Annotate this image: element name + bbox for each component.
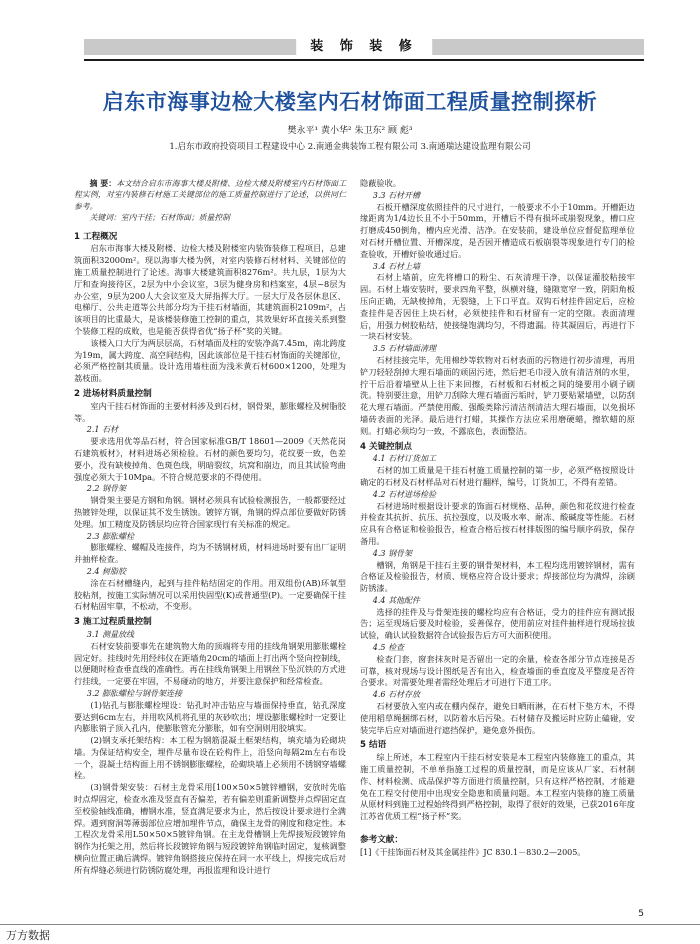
- subsection-heading: 2.4 树脂胶: [86, 566, 127, 576]
- subsection-heading: 4.1 石材订货加工: [372, 454, 437, 464]
- subsection-heading: 4.4 其他配件: [372, 595, 421, 605]
- abstract-text: 本文结合启东市海事大楼及附楼、边检大楼及附楼室内石材饰面工程实例，对室内装修石材施工关键部位的施工质量控制进行了论述，以供同仁参考。: [74, 179, 347, 211]
- keywords: [74, 212, 346, 223]
- section-heading: 4 关键控制点: [360, 441, 412, 452]
- subsection-heading: 4.3 钢骨架: [372, 548, 413, 558]
- paragraph: 隐蔽验收。: [360, 178, 401, 188]
- subsection-heading: 3.1 测量放线: [86, 629, 135, 639]
- paragraph: 石材上墙前，应先将槽口的粉尘、石灰清理干净，以保证灌胶粘接牢固。石材上墙安装时，要求四角平整，纵横对缝，缝隙宽窄一致，阴阳角板压向正确，无缺棱掉角，无裂缝，上下口平直。双钩石材挂件固定后，应检查挂件是否因住上块石材，必须使挂件和石材留有一定的空隙。表面清理后，用强力树胶粘结，使接缝饱满均匀，不得遗漏。待其凝固后，再进行下一块石材安装。: [360, 272, 635, 342]
- source-label: 万方数据: [6, 929, 50, 942]
- section-heading: 2 进场材料质量控制: [74, 388, 152, 399]
- paragraph: 要求选用优等品石材，符合国家标准GB/T 18601—2009《天然花岗石建筑板材》，材料进场必须检验。石材的颜色要均匀，花纹要一致，色差要小，没有缺棱掉角、色斑色线，明暗裂纹，坑窝和崩边，而且其试验弯曲强度必须大于10Mpa。不符合规范要求的不得使用。: [74, 436, 346, 482]
- paper-title: 启东市海事边检大楼室内石材饰面工程质量控制探析: [102, 90, 598, 114]
- paragraph: 石材的加工质量是干挂石材施工质量控制的第一步，必须严格按照设计确定的石材及石材样品对石材进行翻样，编号，订货加工，不得有差错。: [360, 465, 635, 487]
- keywords-label: 关键词：: [89, 213, 121, 223]
- page-number: 5: [638, 909, 644, 919]
- section-heading: 3 施工过程质量控制: [74, 617, 152, 628]
- left-column: [74, 178, 346, 877]
- paragraph: 综上所述，本工程室内干挂石材安装是本工程室内装修施工的重点，其施工质量控制，不单单指施工过程的质量控制，而是应该从厂家、石材制作、材料检测、成品保护等方面进行质量控制，只有这样严格控制，才能避免在工程交付使用中出现安全隐患和质量问题。本工程室内装修的施工质量从原材料到施工过程始终得到严格控制，取得了很好的效果，已获2016年度江苏省优质工程“扬子杯”奖。: [360, 752, 635, 822]
- paragraph: (1)钻孔与膨胀螺栓埋设：钻孔时冲击钻应与墙面保持垂直，钻孔深度要达到6cm左右，并用吹风机将孔里的灰砂吹出；埋设膨胀螺栓时一定要让内膨胀销子顶入孔内，使膨胀管充分膨胀，如有空洞则用胶填实。: [74, 699, 346, 734]
- paragraph: 石材进场时根据设计要求的饰面石材规格、品种，颜色和花纹进行检查并检查其抗折、抗压、抗拉强度，以及吸水率、耐冻、酸碱度等性能。石材应具有合格证和检验报告，检查合格后按石材排版图的编号顺序码放，保存备用。: [360, 500, 635, 546]
- subsection-heading: 4.2 石材进场检验: [372, 489, 437, 499]
- paragraph: 涂在石材槽缝内，起到与挂件粘结固定的作用。用双组份(AB)环氧型胶粘剂，按施工实际情况可以采用快固型(K)或普通型(P)。一定要确保干挂石材粘固牢靠，不松动，不变形。: [74, 577, 346, 612]
- subsection-heading: 2.2 钢骨架: [86, 484, 127, 494]
- paragraph: 石材挂接完毕，先用棉纱等软物对石材表面的污物进行初步清理，再用铲刀轻轻刮掉大理石墙面的顽固污迹，然后把毛巾浸入放有清洁剂的水里，拧干后沿着墙壁从上往下来回擦，石材板和石材板之间的缝要用小刷子刷洗。特别要注意，用铲刀刮除大理石墙面污垢时，铲刀要贴紧墙壁，以防刮花大理石墙面。严禁使用酸、强酸类除污清洁剂清洁大理石墙面，以免损坏墙砖表面的光泽。最后进行打蜡，其操作方法应采用磨硬蜡，擦软蜡的原则。打蜡必须均匀一致，不露底色，表面整洁。: [360, 354, 635, 436]
- paragraph: 该楼入口大厅为两层层高，石材墙面及柱的安装净高7.45m，南北跨度为19m，属大跨度、高空间结构，因此该部位是干挂石材饰面的关键部位，必须严格控制其质量。设计选用墙柱面为浅米黄石材600×1200，处理为荔枝面。: [74, 337, 346, 384]
- footer-rule: [0, 924, 700, 925]
- paragraph: 启东市海事大楼及附楼、边检大楼及附楼室内装饰装修工程项目，总建筑面积32000m²。现以海事大楼为例，对室内装修石材材料、关键部位的施工质量控制进行了论述。海事大楼建筑面积8276m²。共九层，1层为大厅和查询接待区，2层为中小会议室，3层为健身房和档案室，4层~8层为办公室，9层为200人大会议室及大屏指挥大厅。一层大厅及各层休息区、电梯厅、公共走道等公共部分均为干挂石材墙面，其建筑面积2109m²，占该项目的比重最大，是该楼装修施工控制的重点，其效果好坏直接关系到整个装修工程的成败，也是能否获得省优“扬子杯”奖的关键。: [74, 243, 346, 336]
- paragraph: 石材安装前要事先在建筑物大角的顶端将专用的挂线角钢架用膨胀螺栓固定好。挂线时先用经纬仪在距墙角20cm的墙面上打出两个竖向控制线，以便随时检查垂直线的准确性。再在挂线角钢架上用钢丝下坠沉铁的方式进行挂线，一定要在牢固，不易碰动的地方，并要注意保护和经常检查。: [74, 640, 346, 687]
- header-rule: [84, 59, 644, 61]
- reference-list: [360, 847, 635, 859]
- affiliations: 1.启东市政府投资项目工程建设中心 2.南通金典装饰工程有限公司 3.南通瑞达建设监理有限公司: [169, 142, 531, 152]
- paragraph: 膨胀螺栓、螺帽及连接件，均为不锈钢材质，材料进场时要有出厂证明并抽样检查。: [74, 542, 346, 565]
- section-label: 装 饰 装 修: [296, 38, 432, 56]
- left-body: [74, 232, 346, 877]
- paragraph: 室内干挂石材饰面的主要材料涉及到石材，钢骨架，膨胀螺栓及树脂胶等。: [74, 400, 346, 423]
- keywords-text: 室内干挂；石材饰面；质量控制: [120, 213, 230, 223]
- section-heading: 5 结语: [360, 740, 387, 751]
- subsection-heading: 2.1 石材: [86, 425, 119, 435]
- paragraph: (3)钢骨架安装：石材主龙骨采用[100×50×5镀锌槽钢，安放时先临时点焊固定，检查水准及竖直有否偏差，若有偏差则重新调整并点焊固定直至校验轴线准确，槽钢水准，竖直满足要求为止，然后按设计要求进行全满焊。遇到窗洞等薄弱部位应增加埋件节点，确保主龙骨的刚度和稳定性。本工程次龙骨采用L50×50×5镀锌角钢。在主龙骨槽钢上先焊接短段镀锌角钢作为托架之用，然后将长段镀锌角钢与短段镀锌角钢临时固定，复核调整横向位置正确后满焊。镀锌角钢搭接应保持在同一水平线上，焊接完成后对所有焊缝必须进行防锈防腐处理，再报监理和设计进行: [74, 782, 346, 875]
- subsection-heading: 3.2 膨胀螺栓与钢骨架连接: [86, 688, 183, 698]
- author-list: 樊永平¹ 黄小华² 朱卫东² 顾 彪³: [287, 126, 413, 136]
- right-column: [360, 178, 635, 859]
- subsection-heading: 3.4 石材上墙: [372, 261, 421, 271]
- paragraph: 选择的挂件及与骨架连接的螺栓均应有合格证，受力的挂件应有测试报告；运至现场后要及时检验，妥善保存，使用前应对挂件抽样进行现场拉拔试验，确认试验数据符合试验报告后方可大面积使用。: [360, 606, 635, 641]
- paragraph: 石材要放入室内或在棚内保存，避免日晒雨淋，在石材下垫方木，不得使用稻草绳捆绑石材，以防着水后污染。石材储存及搬运时应防止磕碰，安装完毕后应对墙面进行遮挡保护，避免意外损伤。: [360, 701, 635, 735]
- paragraph: 槽钢，角钢是干挂石主要的钢骨架材料，本工程均选用镀锌钢材，需有合格证及检验报告，材质、规格应符合设计要求；焊接部位均为满焊，涂刷防锈漆。: [360, 559, 635, 594]
- paragraph: 钢骨架主要是方钢和角钢。钢材必须具有试验检测报告，一般都要经过热镀锌处理，以保证其不发生锈蚀。镀锌方钢，角钢的焊点部位要做好防锈处理。加工精度及防锈层均应符合国家现行有关标准的规定。: [74, 495, 346, 529]
- references-heading: 参考文献：: [360, 835, 403, 846]
- abstract: [74, 178, 346, 212]
- subsection-heading: 3.3 石材开槽: [372, 190, 421, 200]
- reference-item: [1]《干挂饰面石材及其金属挂件》JC 830.1－830.2—2005。: [360, 847, 586, 857]
- subsection-heading: 3.5 石材墙面清理: [372, 344, 437, 354]
- subsection-heading: 4.5 检查: [372, 643, 405, 653]
- subsection-heading: 2.3 膨胀螺栓: [86, 531, 135, 541]
- paragraph: 石板开槽深度依照挂件的尺寸进行，一般要求不小于10mm。开槽距边缘距离为1/4边长且不小于50mm，开槽后不得有损坏或崩裂现象，槽口应打磨成450倒角，槽内应光滑、洁净。在安装前，建设单位应督促监理单位对石材开槽位置、开槽深度，是否因开槽造成石板崩裂等现象进行专门的检查验收，开槽好验收通过后。: [360, 201, 635, 259]
- section-heading: 1 工程概况: [74, 231, 118, 242]
- subsection-heading: 4.6 石材存放: [372, 690, 421, 700]
- paragraph: (2)钢支承托架结构：本工程为钢筋混凝土框架结构，填充墙为砼砌块墙。为保证结构安全，埋件尽量布设在砼构件上，沿竖向每隔2m左右布设一个，混凝土结构面上用不锈钢膨胀螺栓，砼砌块墙上必须用不锈钢穿墙螺栓。: [74, 735, 346, 781]
- section-header-bar: [84, 38, 644, 56]
- paragraph: 检查门套，窗套抹灰时是否留出一定的余量，检查各部分节点连接是否可靠，核对现场与设计图纸是否有出入，检查墙面的垂直度及平整度是否符合要求。对需要处理者需经处理后才可进行下道工序。: [360, 653, 635, 688]
- right-body: [360, 178, 635, 823]
- abstract-label: 摘 要：: [89, 179, 117, 188]
